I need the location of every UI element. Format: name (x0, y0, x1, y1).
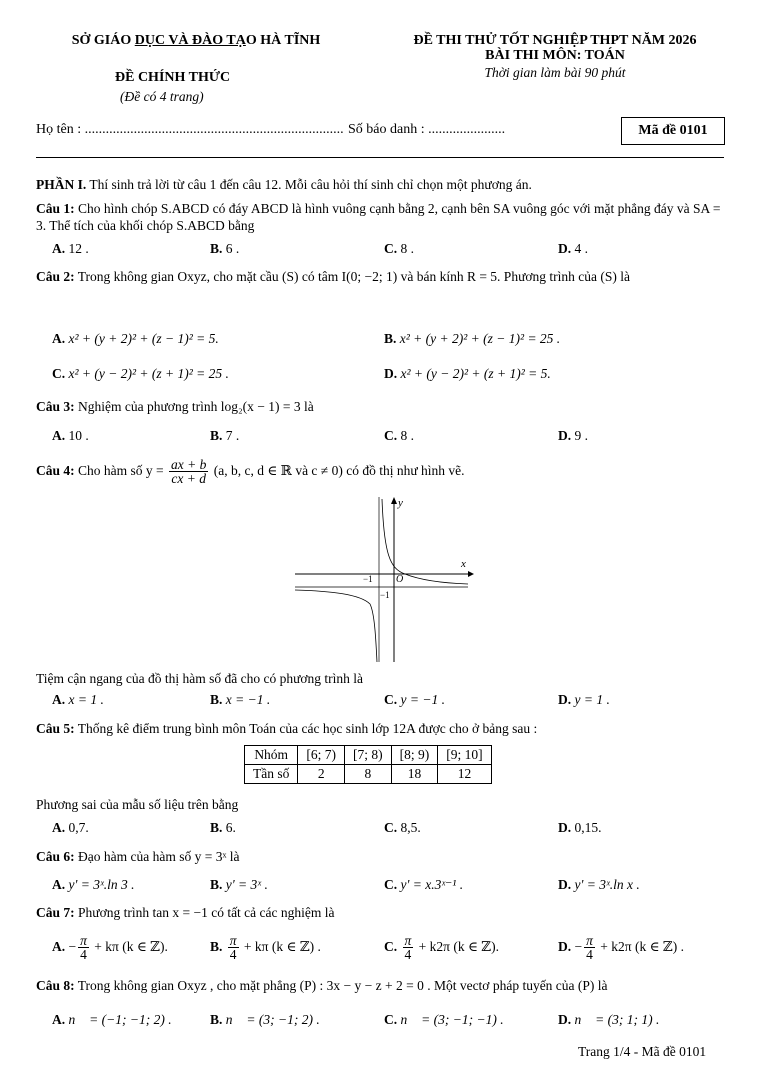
table-row (245, 765, 492, 784)
table-cell: 18 (391, 765, 438, 784)
fraction: $\frac{\pi}{4}$ (586, 933, 593, 963)
q8-option-c[interactable]: C. n⃗ = (3; −1; −1) . (384, 1012, 504, 1027)
q1-option-b[interactable]: B. 6 . (210, 241, 240, 256)
origin-label: O (396, 574, 404, 585)
x-label: x (461, 558, 466, 570)
table-cell: Nhóm (245, 746, 298, 765)
q1-option-a[interactable]: A. 12 . (52, 241, 89, 256)
q7-option-c[interactable]: C. $\frac{\pi}{4}$ + k2π (k ∈ ℤ). (384, 933, 500, 963)
header-divider (36, 157, 724, 158)
q2-option-d[interactable]: D. x² + (y − 2)² + (z + 1)² = 5. (384, 366, 551, 381)
official-label: ĐỀ CHÍNH THỨC (115, 70, 231, 85)
header-right (360, 33, 750, 81)
table-row (245, 746, 492, 765)
q1-option-d[interactable]: D. 4 . (558, 241, 588, 256)
q8-option-d[interactable]: D. n⃗ = (3; 1; 1) . (558, 1012, 660, 1027)
exam-code-box: Mã đề 0101 (621, 117, 725, 145)
hyperbola-graph (290, 494, 480, 664)
q7-option-a[interactable]: A. − $\frac{\pi}{4}$ + kπ (k ∈ ℤ). (52, 933, 168, 963)
q4-option-b[interactable]: B. x = −1 . (210, 692, 271, 707)
table-cell: [8; 9) (391, 746, 438, 765)
q2-option-a[interactable]: A. x² + (y + 2)² + (z − 1)² = 5. (52, 331, 219, 346)
q8-option-b[interactable]: B. n⃗ = (3; −1; 2) . (210, 1012, 320, 1027)
q3-option-a[interactable]: A. 10 . (52, 428, 89, 443)
q5-prompt: Phương sai của mẫu số liệu trên bằng (36, 797, 239, 812)
fraction: $\frac{\pi}{4}$ (80, 933, 87, 963)
q6-option-d[interactable]: D. y' = 3ˣ.ln x . (558, 877, 640, 892)
q4-option-d[interactable]: D. y = 1 . (558, 692, 610, 707)
x-arrow-icon (468, 571, 474, 577)
table-cell: 2 (298, 765, 345, 784)
q4-option-a[interactable]: A. x = 1 . (52, 692, 104, 707)
page-footer: Trang 1/4 - Mã đề 0101 (578, 1044, 707, 1059)
exam-title: ĐỀ THI THỬ TỐT NGHIỆP THPT NĂM 2026 (413, 33, 697, 48)
table-cell: 12 (438, 765, 491, 784)
fraction: $\frac{\pi}{4}$ (229, 933, 237, 963)
q6-option-a[interactable]: A. y' = 3ˣ.ln 3 . (52, 877, 135, 892)
question-1: Câu 1: Cho hình chóp S.ABCD có đáy ABCD là hình vuông cạnh bằng 2, cạnh bên SA vuông góc với mặt phẳng đáy và SA = 3. Thể tích của khối chóp S.ABCD bằng (36, 201, 721, 233)
q1-option-c[interactable]: C. 8 . (384, 241, 414, 256)
table-cell: [9; 10] (438, 746, 491, 765)
y-label: y (398, 497, 403, 509)
sbd-field: Số báo danh : ...................... (348, 122, 506, 137)
table-cell: [7; 8) (345, 746, 392, 765)
x-minus1-label: −1 (363, 574, 373, 584)
question-4: Câu 4: Cho hàm số y = $\frac{ax + b}{cx + d}$ (a, b, c, d ∈ ℝ và c ≠ 0) có đồ thị như hình vẽ. (36, 457, 465, 487)
q5-option-d[interactable]: D. 0,15. (558, 820, 602, 835)
q4-option-c[interactable]: C. y = −1 . (384, 692, 445, 707)
q3-option-c[interactable]: C. 8 . (384, 428, 414, 443)
y-arrow-icon (391, 497, 397, 504)
q3-option-d[interactable]: D. 9 . (558, 428, 588, 443)
question-2: Câu 2: Trong không gian Oxyz, cho mặt cầu (S) có tâm I(0; −2; 1) và bán kính R = 5. Phương trình của (S) là (36, 269, 630, 284)
q2-option-b[interactable]: B. x² + (y + 2)² + (z − 1)² = 25 . (384, 331, 561, 346)
subject: BÀI THI MÔN: TOÁN (485, 48, 625, 63)
q5-option-a[interactable]: A. 0,7. (52, 820, 89, 835)
fraction: $\frac{ax + b}{cx + d}$ (171, 457, 207, 487)
page-count: (Đề có 4 trang) (120, 89, 204, 104)
q5-option-b[interactable]: B. 6. (210, 820, 236, 835)
question-7: Câu 7: Phương trình tan x = −1 có tất cả các nghiệm là (36, 905, 335, 920)
table-cell: 8 (345, 765, 392, 784)
fraction: $\frac{\pi}{4}$ (404, 933, 412, 963)
q8-option-a[interactable]: A. n⃗ = (−1; −1; 2) . (52, 1012, 172, 1027)
table-cell: Tần số (245, 765, 298, 784)
name-field: Họ tên : .......................................................................... (36, 122, 344, 137)
q2-option-c[interactable]: C. x² + (y − 2)² + (z + 1)² = 25 . (52, 366, 229, 381)
q7-option-d[interactable]: D. − $\frac{\pi}{4}$ + k2π (k ∈ ℤ) . (558, 933, 685, 963)
frequency-table (244, 745, 492, 784)
q6-option-c[interactable]: C. y' = x.3ˣ⁻¹ . (384, 877, 464, 892)
department: SỞ GIÁO DỤC VÀ ĐÀO TẠO HÀ TĨNH (71, 33, 321, 48)
q4-prompt: Tiệm cận ngang của đồ thị hàm số đã cho có phương trình là (36, 671, 364, 686)
left-branch (295, 590, 377, 662)
q6-option-b[interactable]: B. y' = 3ˣ . (210, 877, 268, 892)
q7-option-b[interactable]: B. $\frac{\pi}{4}$ + kπ (k ∈ ℤ) . (210, 933, 321, 963)
q3-option-b[interactable]: B. 7 . (210, 428, 240, 443)
question-3: Câu 3: Nghiệm của phương trình log₂(x − 1) = 3 là (36, 399, 314, 414)
y-minus1-label: −1 (380, 590, 390, 600)
header-left (36, 33, 356, 49)
question-6: Câu 6: Đạo hàm của hàm số y = 3ˣ là (36, 849, 240, 864)
q5-option-c[interactable]: C. 8,5. (384, 820, 421, 835)
exam-time: Thời gian làm bài 90 phút (484, 65, 626, 80)
question-5: Câu 5: Thống kê điểm trung bình môn Toán của các học sinh lớp 12A được cho ở bảng sau : (36, 721, 538, 736)
question-8: Câu 8: Trong không gian Oxyz , cho mặt phẳng (P) : 3x − y − z + 2 = 0 . Một vectơ pháp tuyến của (P) là (36, 978, 608, 993)
table-cell: [6; 7) (298, 746, 345, 765)
right-branch (382, 499, 468, 584)
part1-instruction: PHẦN I. Thí sinh trả lời từ câu 1 đến câu 12. Mỗi câu hỏi thí sinh chỉ chọn một phương án. (36, 177, 532, 192)
